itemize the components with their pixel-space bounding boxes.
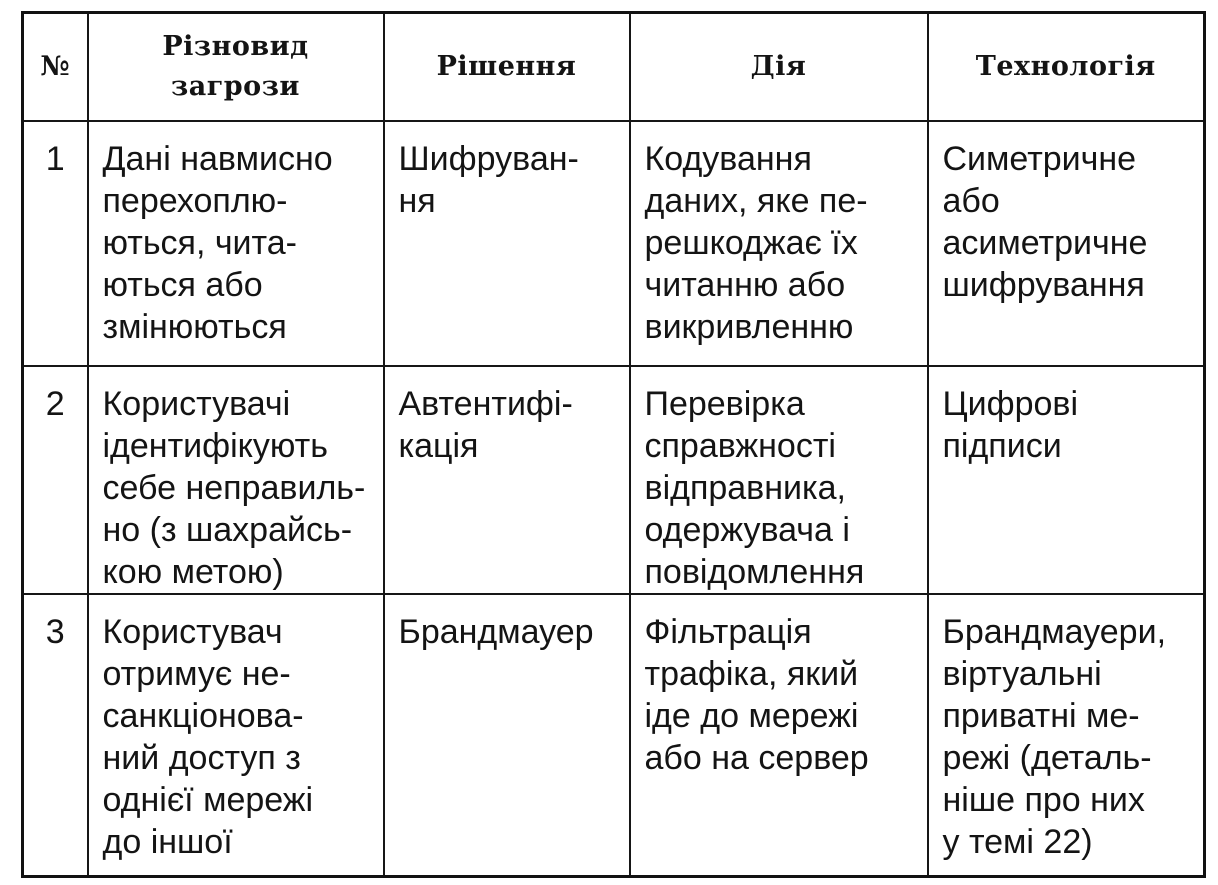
- row-number: 1: [23, 121, 88, 366]
- table-row: [23, 121, 1205, 366]
- header-threat-type: [88, 13, 384, 121]
- threat-cell: Дані навмисно перехоплю- ються, чита- ються або змінюються: [88, 121, 384, 366]
- threat-cell: Користувач отримує не- санкціонова- ний доступ з однієї мережі до іншої: [88, 594, 384, 877]
- header-number: №: [23, 13, 88, 121]
- security-threats-table: [21, 11, 1206, 878]
- action-cell: Перевірка справжності відправника, одержувача і повідомлення: [630, 366, 928, 594]
- action-cell: Фільтрація трафіка, який іде до мережі або на сервер: [630, 594, 928, 877]
- row-number: 2: [23, 366, 88, 594]
- header-threat-type-label: Різновид загрози: [162, 30, 309, 102]
- header-action: Дія: [630, 13, 928, 121]
- threat-cell: Користувачі ідентифікують себе неправиль- но (з шахрайсь- кою метою): [88, 366, 384, 594]
- technology-cell: Брандмауери, віртуальні приватні ме- режі (деталь- ніше про них у темі 22): [928, 594, 1205, 877]
- header-technology: Технологія: [928, 13, 1205, 121]
- table-row: [23, 366, 1205, 594]
- technology-cell: Цифрові підписи: [928, 366, 1205, 594]
- row-number: 3: [23, 594, 88, 877]
- action-cell: Кодування даних, яке пе- решкоджає їх читанню або викривленню: [630, 121, 928, 366]
- solution-cell: Шифруван- ня: [384, 121, 630, 366]
- technology-cell: Симетричне або асиметричне шифрування: [928, 121, 1205, 366]
- solution-cell: Автентифі- кація: [384, 366, 630, 594]
- table-row: [23, 594, 1205, 877]
- header-row: [23, 13, 1205, 121]
- header-solution: Рішення: [384, 13, 630, 121]
- solution-cell: Брандмауер: [384, 594, 630, 877]
